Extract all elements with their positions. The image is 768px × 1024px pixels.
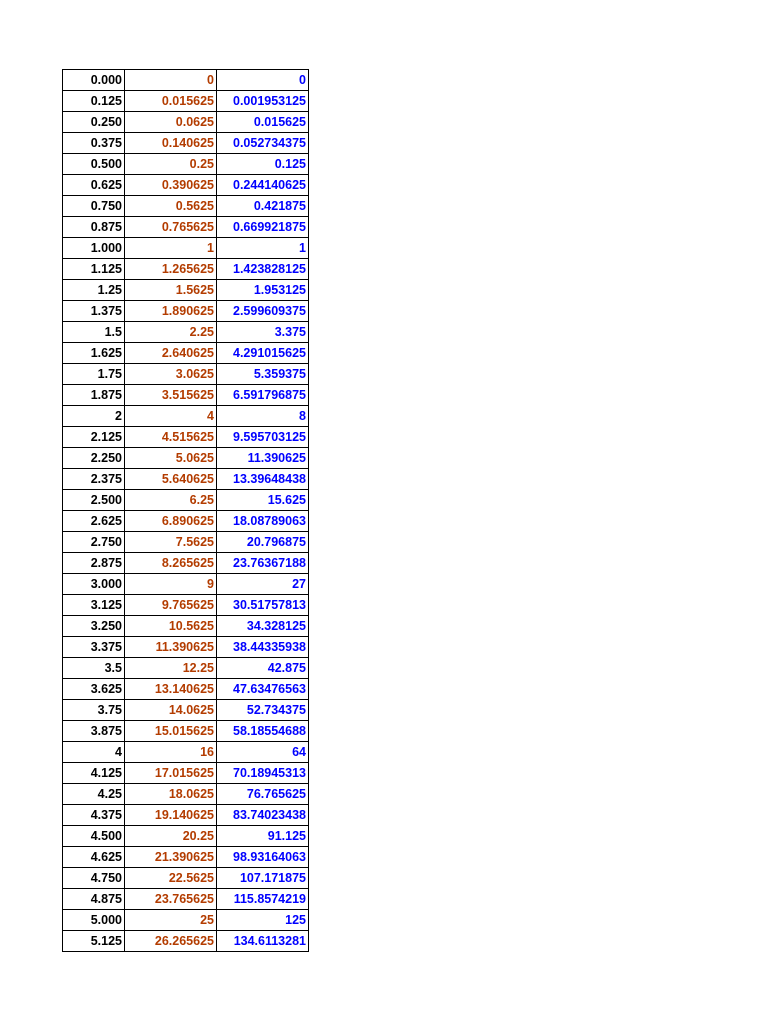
cube-value-cell[interactable]: 83.74023438 xyxy=(217,805,309,826)
cube-value-cell[interactable]: 23.76367188 xyxy=(217,553,309,574)
x-value-cell[interactable]: 1.375 xyxy=(63,301,125,322)
cube-value-cell[interactable]: 1.953125 xyxy=(217,280,309,301)
table-row xyxy=(63,616,309,637)
table-row xyxy=(63,511,309,532)
table-row xyxy=(63,826,309,847)
square-value-cell[interactable]: 25 xyxy=(125,910,217,931)
x-value-cell[interactable]: 2.625 xyxy=(63,511,125,532)
x-value-cell[interactable]: 3.5 xyxy=(63,658,125,679)
cube-value-cell[interactable]: 0.669921875 xyxy=(217,217,309,238)
cube-value-cell[interactable]: 0.125 xyxy=(217,154,309,175)
x-value-cell[interactable]: 0.000 xyxy=(63,70,125,91)
table-row xyxy=(63,133,309,154)
square-value-cell[interactable]: 0.015625 xyxy=(125,91,217,112)
table-row xyxy=(63,301,309,322)
x-value-cell[interactable]: 0.625 xyxy=(63,175,125,196)
x-value-cell[interactable]: 3.125 xyxy=(63,595,125,616)
square-value-cell[interactable]: 19.140625 xyxy=(125,805,217,826)
table-row xyxy=(63,931,309,952)
cube-value-cell[interactable]: 58.18554688 xyxy=(217,721,309,742)
cube-value-cell[interactable]: 125 xyxy=(217,910,309,931)
cube-value-cell[interactable]: 38.44335938 xyxy=(217,637,309,658)
x-value-cell[interactable]: 4.500 xyxy=(63,826,125,847)
square-value-cell[interactable]: 1.890625 xyxy=(125,301,217,322)
cube-value-cell[interactable]: 20.796875 xyxy=(217,532,309,553)
table-row xyxy=(63,553,309,574)
cube-value-cell[interactable]: 6.591796875 xyxy=(217,385,309,406)
x-value-cell[interactable]: 3.375 xyxy=(63,637,125,658)
square-value-cell[interactable]: 21.390625 xyxy=(125,847,217,868)
cube-value-cell[interactable]: 15.625 xyxy=(217,490,309,511)
table-row xyxy=(63,238,309,259)
table-row xyxy=(63,721,309,742)
table-row xyxy=(63,70,309,91)
x-value-cell[interactable]: 4.125 xyxy=(63,763,125,784)
cube-value-cell[interactable]: 91.125 xyxy=(217,826,309,847)
cube-value-cell[interactable]: 98.93164063 xyxy=(217,847,309,868)
cube-value-cell[interactable]: 34.328125 xyxy=(217,616,309,637)
table-row xyxy=(63,532,309,553)
table-row xyxy=(63,280,309,301)
table-row xyxy=(63,637,309,658)
square-value-cell[interactable]: 0.765625 xyxy=(125,217,217,238)
cube-value-cell[interactable]: 9.595703125 xyxy=(217,427,309,448)
table-row xyxy=(63,910,309,931)
cube-value-cell[interactable]: 0.015625 xyxy=(217,112,309,133)
cube-value-cell[interactable]: 1 xyxy=(217,238,309,259)
square-value-cell[interactable]: 12.25 xyxy=(125,658,217,679)
square-value-cell[interactable]: 0.140625 xyxy=(125,133,217,154)
cube-value-cell[interactable]: 76.765625 xyxy=(217,784,309,805)
x-value-cell[interactable]: 0.750 xyxy=(63,196,125,217)
x-value-cell[interactable]: 2.250 xyxy=(63,448,125,469)
table-row xyxy=(63,847,309,868)
x-value-cell[interactable]: 1.25 xyxy=(63,280,125,301)
x-value-cell[interactable]: 1.000 xyxy=(63,238,125,259)
table-row xyxy=(63,217,309,238)
square-value-cell[interactable]: 0.0625 xyxy=(125,112,217,133)
square-value-cell[interactable]: 0.390625 xyxy=(125,175,217,196)
table-row xyxy=(63,595,309,616)
cube-value-cell[interactable]: 134.6113281 xyxy=(217,931,309,952)
x-value-cell[interactable]: 0.250 xyxy=(63,112,125,133)
x-value-cell[interactable]: 4.875 xyxy=(63,889,125,910)
cube-value-cell[interactable]: 27 xyxy=(217,574,309,595)
table-row xyxy=(63,91,309,112)
x-value-cell[interactable]: 3.000 xyxy=(63,574,125,595)
x-value-cell[interactable]: 0.375 xyxy=(63,133,125,154)
cube-value-cell[interactable]: 11.390625 xyxy=(217,448,309,469)
x-value-cell[interactable]: 2.875 xyxy=(63,553,125,574)
square-value-cell[interactable]: 16 xyxy=(125,742,217,763)
table-row xyxy=(63,154,309,175)
cube-value-cell[interactable]: 1.423828125 xyxy=(217,259,309,280)
x-value-cell[interactable]: 2.375 xyxy=(63,469,125,490)
square-value-cell[interactable]: 22.5625 xyxy=(125,868,217,889)
x-value-cell[interactable]: 0.500 xyxy=(63,154,125,175)
table-row xyxy=(63,427,309,448)
x-value-cell[interactable]: 4.750 xyxy=(63,868,125,889)
cube-value-cell[interactable]: 52.734375 xyxy=(217,700,309,721)
table-row xyxy=(63,700,309,721)
square-value-cell[interactable]: 26.265625 xyxy=(125,931,217,952)
square-value-cell[interactable]: 20.25 xyxy=(125,826,217,847)
table-row xyxy=(63,364,309,385)
table-row xyxy=(63,574,309,595)
powers-table xyxy=(62,69,309,952)
square-value-cell[interactable]: 1 xyxy=(125,238,217,259)
square-value-cell[interactable]: 0.5625 xyxy=(125,196,217,217)
table-row xyxy=(63,322,309,343)
x-value-cell[interactable]: 2.125 xyxy=(63,427,125,448)
square-value-cell[interactable]: 13.140625 xyxy=(125,679,217,700)
cube-value-cell[interactable]: 2.599609375 xyxy=(217,301,309,322)
x-value-cell[interactable]: 3.875 xyxy=(63,721,125,742)
cube-value-cell[interactable]: 0.001953125 xyxy=(217,91,309,112)
square-value-cell[interactable]: 3.515625 xyxy=(125,385,217,406)
square-value-cell[interactable]: 0.25 xyxy=(125,154,217,175)
x-value-cell[interactable]: 5.000 xyxy=(63,910,125,931)
square-value-cell[interactable]: 11.390625 xyxy=(125,637,217,658)
x-value-cell[interactable]: 1.5 xyxy=(63,322,125,343)
square-value-cell[interactable]: 1.265625 xyxy=(125,259,217,280)
square-value-cell[interactable]: 5.0625 xyxy=(125,448,217,469)
table-row xyxy=(63,742,309,763)
cube-value-cell[interactable]: 107.171875 xyxy=(217,868,309,889)
square-value-cell[interactable]: 7.5625 xyxy=(125,532,217,553)
cube-value-cell[interactable]: 13.39648438 xyxy=(217,469,309,490)
x-value-cell[interactable]: 0.125 xyxy=(63,91,125,112)
cube-value-cell[interactable]: 8 xyxy=(217,406,309,427)
x-value-cell[interactable]: 4.375 xyxy=(63,805,125,826)
cube-value-cell[interactable]: 115.8574219 xyxy=(217,889,309,910)
x-value-cell[interactable]: 3.250 xyxy=(63,616,125,637)
cube-value-cell[interactable]: 3.375 xyxy=(217,322,309,343)
x-value-cell[interactable]: 1.875 xyxy=(63,385,125,406)
table-row xyxy=(63,196,309,217)
x-value-cell[interactable]: 1.75 xyxy=(63,364,125,385)
square-value-cell[interactable]: 3.0625 xyxy=(125,364,217,385)
square-value-cell[interactable]: 6.890625 xyxy=(125,511,217,532)
square-value-cell[interactable]: 23.765625 xyxy=(125,889,217,910)
x-value-cell[interactable]: 3.625 xyxy=(63,679,125,700)
powers-table-body xyxy=(63,70,309,952)
x-value-cell[interactable]: 4.625 xyxy=(63,847,125,868)
cube-value-cell[interactable]: 42.875 xyxy=(217,658,309,679)
cube-value-cell[interactable]: 0.244140625 xyxy=(217,175,309,196)
cube-value-cell[interactable]: 4.291015625 xyxy=(217,343,309,364)
table-row xyxy=(63,784,309,805)
table-row xyxy=(63,889,309,910)
cube-value-cell[interactable]: 30.51757813 xyxy=(217,595,309,616)
x-value-cell[interactable]: 4 xyxy=(63,742,125,763)
cube-value-cell[interactable]: 47.63476563 xyxy=(217,679,309,700)
square-value-cell[interactable]: 6.25 xyxy=(125,490,217,511)
square-value-cell[interactable]: 2.25 xyxy=(125,322,217,343)
square-value-cell[interactable]: 0 xyxy=(125,70,217,91)
square-value-cell[interactable]: 18.0625 xyxy=(125,784,217,805)
x-value-cell[interactable]: 2.500 xyxy=(63,490,125,511)
table-row xyxy=(63,175,309,196)
square-value-cell[interactable]: 15.015625 xyxy=(125,721,217,742)
square-value-cell[interactable]: 5.640625 xyxy=(125,469,217,490)
cube-value-cell[interactable]: 64 xyxy=(217,742,309,763)
table-row xyxy=(63,490,309,511)
square-value-cell[interactable]: 17.015625 xyxy=(125,763,217,784)
x-value-cell[interactable]: 5.125 xyxy=(63,931,125,952)
table-row xyxy=(63,805,309,826)
table-row xyxy=(63,112,309,133)
x-value-cell[interactable]: 4.25 xyxy=(63,784,125,805)
cube-value-cell[interactable]: 70.18945313 xyxy=(217,763,309,784)
table-row xyxy=(63,763,309,784)
table-row xyxy=(63,448,309,469)
table-row xyxy=(63,469,309,490)
square-value-cell[interactable]: 10.5625 xyxy=(125,616,217,637)
table-row xyxy=(63,406,309,427)
square-value-cell[interactable]: 9.765625 xyxy=(125,595,217,616)
cube-value-cell[interactable]: 5.359375 xyxy=(217,364,309,385)
x-value-cell[interactable]: 2.750 xyxy=(63,532,125,553)
cube-value-cell[interactable]: 0 xyxy=(217,70,309,91)
square-value-cell[interactable]: 1.5625 xyxy=(125,280,217,301)
square-value-cell[interactable]: 4.515625 xyxy=(125,427,217,448)
x-value-cell[interactable]: 3.75 xyxy=(63,700,125,721)
x-value-cell[interactable]: 1.625 xyxy=(63,343,125,364)
x-value-cell[interactable]: 1.125 xyxy=(63,259,125,280)
table-row xyxy=(63,868,309,889)
square-value-cell[interactable]: 4 xyxy=(125,406,217,427)
square-value-cell[interactable]: 8.265625 xyxy=(125,553,217,574)
x-value-cell[interactable]: 2 xyxy=(63,406,125,427)
square-value-cell[interactable]: 9 xyxy=(125,574,217,595)
table-row xyxy=(63,343,309,364)
square-value-cell[interactable]: 2.640625 xyxy=(125,343,217,364)
cube-value-cell[interactable]: 0.052734375 xyxy=(217,133,309,154)
square-value-cell[interactable]: 14.0625 xyxy=(125,700,217,721)
table-row xyxy=(63,385,309,406)
x-value-cell[interactable]: 0.875 xyxy=(63,217,125,238)
cube-value-cell[interactable]: 18.08789063 xyxy=(217,511,309,532)
table-row xyxy=(63,658,309,679)
table-row xyxy=(63,259,309,280)
table-row xyxy=(63,679,309,700)
cube-value-cell[interactable]: 0.421875 xyxy=(217,196,309,217)
